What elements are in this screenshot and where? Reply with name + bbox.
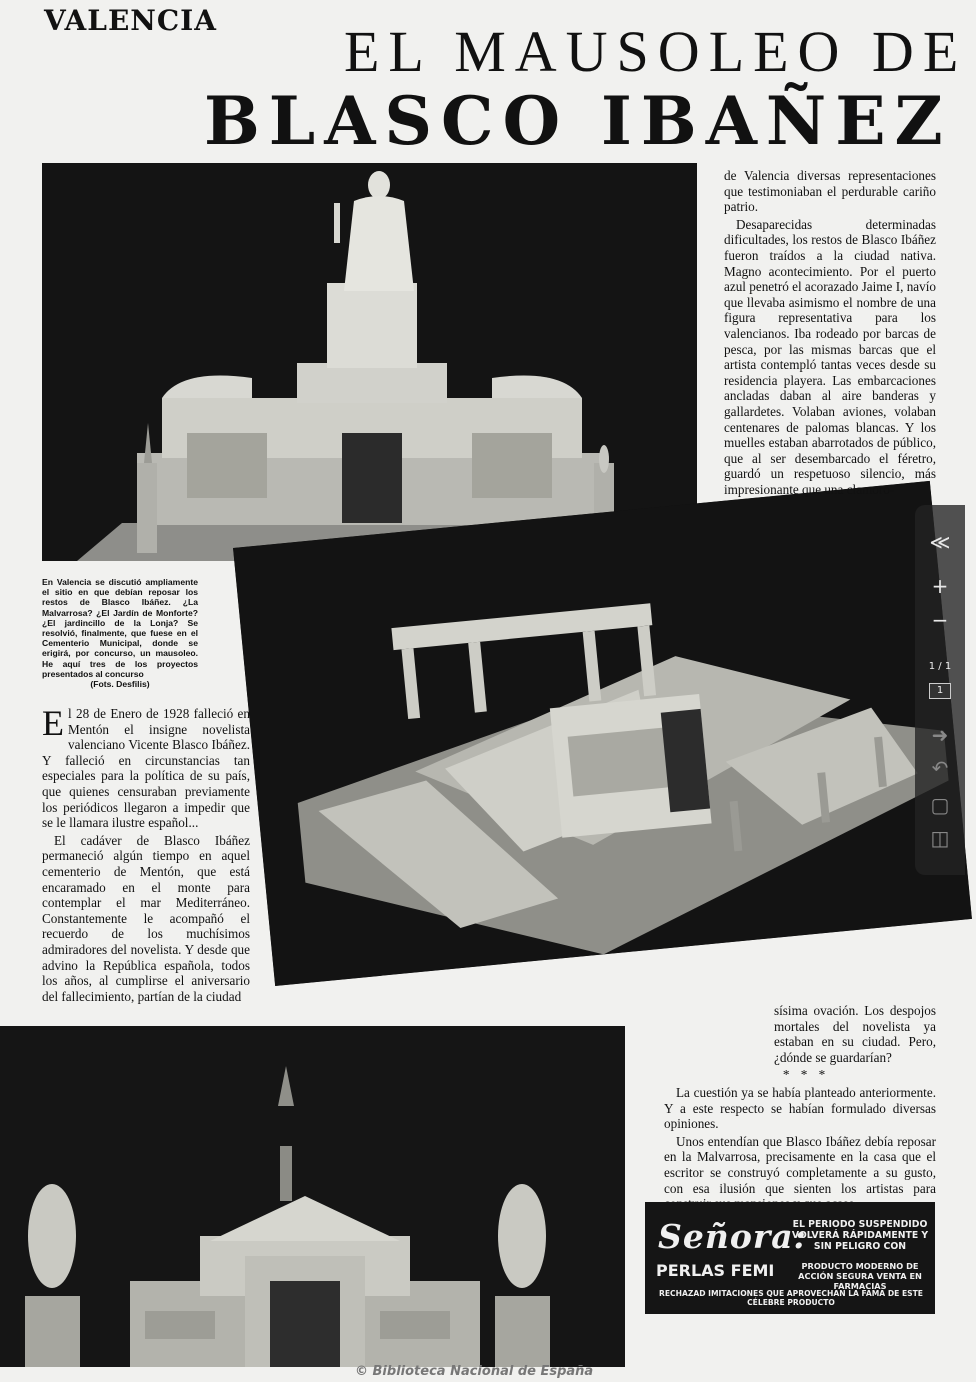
next-icon[interactable]: ➜ bbox=[931, 723, 949, 747]
page-total: 1 / 1 bbox=[928, 661, 952, 672]
page-indicator bbox=[925, 661, 955, 707]
headline-line-2: BLASCO IBAÑEZ bbox=[204, 82, 952, 160]
drop-cap: E bbox=[42, 703, 64, 743]
article-paragraph: de Valencia diversas representaciones que testimoniaban el perdurable cariño patrio. bbox=[724, 168, 936, 215]
zoom-out-icon[interactable]: − bbox=[931, 608, 949, 632]
article-paragraph bbox=[42, 703, 250, 831]
ad-detail: PRODUCTO MODERNO DE ACCIÓN SEGURA VENTA EN FARMACIAS bbox=[798, 1261, 922, 1291]
prev-icon[interactable]: ↶ bbox=[931, 756, 949, 780]
rotate-icon[interactable]: ▢ bbox=[930, 793, 950, 817]
photo-mausoleum-project-3 bbox=[0, 1026, 625, 1367]
perlas-femi-advertisement bbox=[645, 1202, 935, 1314]
article-paragraph-text: l 28 de Enero de 1928 falleció en Mentón el insigne novelista valenciano Vicente Blasco Ibáñez. Y falleció en circunstancias tan especiales para la política de su país, que quienes censuraban previamente los periódicos llegaron a impedir que se le llamara ilustre español... bbox=[42, 706, 250, 831]
article-column-left bbox=[42, 703, 250, 1004]
layout-icon[interactable]: ◫ bbox=[930, 826, 950, 850]
caption-text: En Valencia se discutió ampliamente el sitio en que debían reposar los restos de Blasco Ibáñez. ¿La Malvarrosa? ¿El Jardín de Monforte? ¿El jardincillo de la Lonja? Se resolvió, finalmente, que fuese en el Cementerio Municipal, donde se erigirá, por concurso, un mausoleo. He aquí tres de los proyectos presentados al concurso bbox=[42, 577, 198, 679]
article-column-right-bottom bbox=[664, 1003, 936, 1212]
photo-mausoleum-project-1 bbox=[42, 163, 697, 561]
ad-footer: RECHAZAD IMITACIONES QUE APROVECHAN LA FAMA DE ESTE CÉLEBRE PRODUCTO bbox=[658, 1289, 923, 1308]
ad-claim: EL PERIODO SUSPENDIDO VOLVERÁ RÁPIDAMENTE Y SIN PELIGRO CON bbox=[791, 1219, 929, 1252]
zoom-in-icon[interactable]: + bbox=[931, 574, 949, 598]
article-paragraph: Desaparecidas determinadas dificultades, los restos de Blasco Ibáñez fueron traídos a la ciudad nativa. Magno acontecimiento. Por el puerto azul penetró el acorazado Jaime I, navío que llevaba asimismo el nombre de una figura representativa para los valencianos. Iba rodeado por barcas de pesca, por las mismas barcas que el artista contempló tantas veces desde su residencia playera. Las embarcaciones ancladas daban al aire banderas y gallardetes. Volaban aviones, volaban centenares de palomas blancas. Y los muelles estaban abarrotados de público, que al ser desembarcado el féretro, guardó un respetuoso silencio, más impresionante que una clamoro- bbox=[724, 216, 936, 497]
ad-product: PERLAS FEMI bbox=[656, 1261, 775, 1280]
article-column-right-top bbox=[724, 168, 936, 497]
photo-caption bbox=[42, 577, 198, 689]
section-kicker: VALENCIA bbox=[44, 4, 218, 37]
article-paragraph: sísima ovación. Los despojos mortales del novelista ya estaban en su ciudad. Pero, ¿dónde se guardarían? bbox=[774, 1003, 936, 1065]
article-paragraph: La cuestión ya se había planteado anteriormente. Y a este respecto se habían formulado diversas opiniones. bbox=[664, 1084, 936, 1132]
photo-credit: (Fots. Desfilis) bbox=[90, 679, 150, 690]
article-paragraph: Unos entendían que Blasco Ibáñez debía reposar en la Malvarrosa, precisamente en la casa que el escritor se construyó completamente a su gusto, con esa ilusión que sienten los artistas para bbox=[664, 1133, 936, 1196]
photo-mausoleum-project-2 bbox=[233, 481, 972, 986]
library-watermark: © Biblioteca Nacional de España bbox=[355, 1364, 594, 1379]
viewer-toolbar bbox=[915, 505, 965, 875]
section-separator: * * * bbox=[782, 1067, 830, 1083]
fit-icon[interactable]: ≪ bbox=[929, 530, 951, 554]
article-paragraph: El cadáver de Blasco Ibáñez permaneció algún tiempo en aquel cementerio de Mentón, que está encaramado en el monte para contemplar el mar Mediterráneo. Constantemente le acompañó el recuerdo de los muchísimos admiradores del novelista. Y desde que advino la República española, todos los años, al cumplirse el aniversario del fallecimiento, partían de la ciudad bbox=[42, 832, 250, 1004]
ad-brand: Señora: bbox=[658, 1217, 807, 1256]
page-number-input[interactable]: 1 bbox=[929, 683, 951, 699]
headline-line-1: EL MAUSOLEO DE bbox=[344, 19, 968, 84]
